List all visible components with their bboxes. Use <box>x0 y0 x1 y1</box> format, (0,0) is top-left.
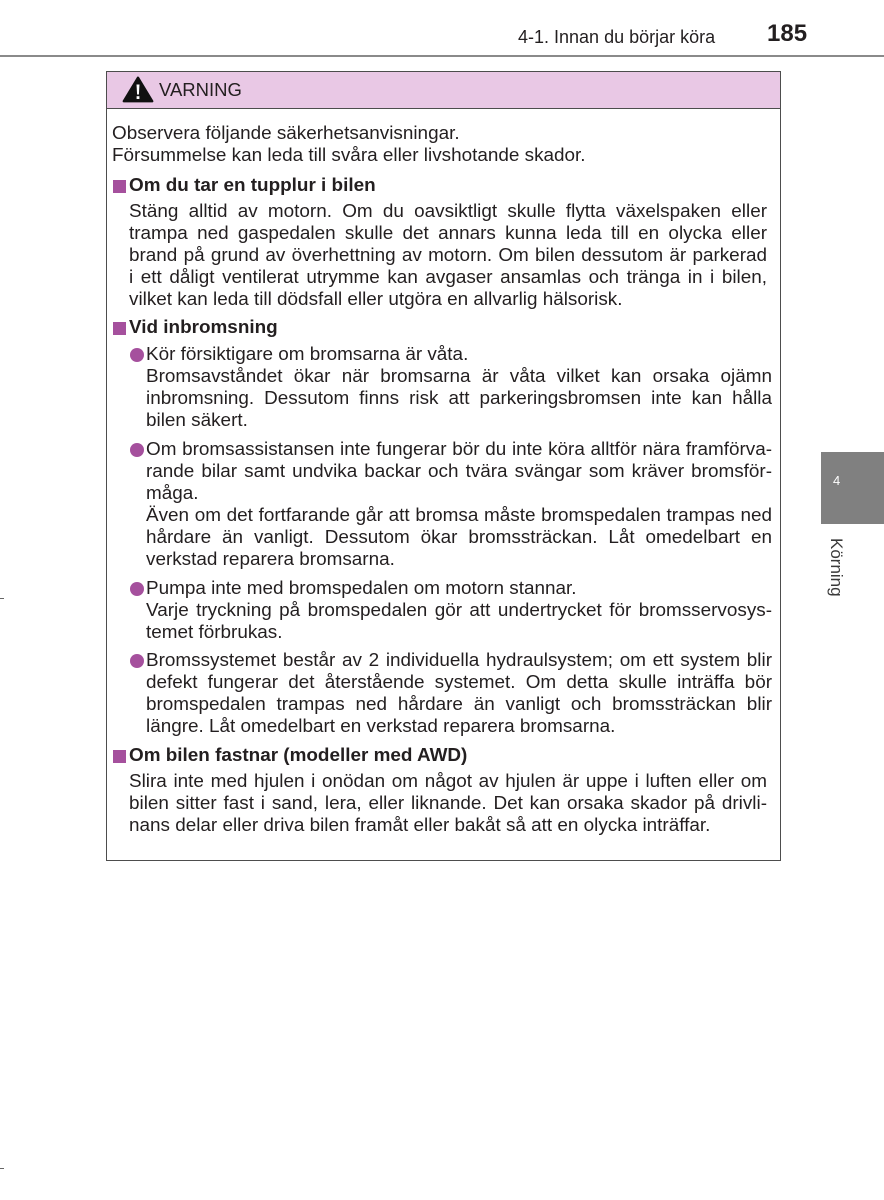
chapter-number: 4 <box>833 473 841 488</box>
warning-intro <box>112 123 780 167</box>
text-line: Försummelse kan leda till svåra eller livshotande skador. <box>112 145 586 166</box>
text-line: Även om det fortfarande går att bromsa måste bromspedalen trampas ned <box>146 505 772 526</box>
text-line: Kör försiktigare om bromsarna är våta. <box>146 344 469 365</box>
text-line: bilen sitter fast i sand, lera, eller liknande. Det kan orsaka skador på drivli- <box>129 793 767 814</box>
list-item <box>130 344 780 432</box>
circle-bullet-icon <box>130 348 144 362</box>
section-heading-text: Om du tar en tupplur i bilen <box>129 175 376 196</box>
text-line: Observera följande säkerhetsanvisningar. <box>112 123 460 144</box>
list-item <box>130 439 780 571</box>
text-line: nans delar eller driva bilen framåt eller bakåt så att en olycka inträffar. <box>129 815 711 836</box>
text-line: måga. <box>146 483 199 504</box>
list-item-text <box>146 650 772 738</box>
list-item <box>130 578 780 644</box>
chapter-title: Körning <box>827 538 846 597</box>
list-item <box>130 650 780 738</box>
section-heading-text: Om bilen fastnar (modeller med AWD) <box>129 745 468 766</box>
text-line: i ett dåligt ventilerat utrymme kan avgaser ansamlas och tränga in i bilen, <box>129 267 767 288</box>
warning-triangle-icon <box>122 76 154 103</box>
chapter-tab <box>821 452 884 524</box>
crop-mark <box>0 1168 4 1169</box>
text-line: brand på grund av överhettning av motorn. Om bilen dessutom är parkerad <box>129 245 767 266</box>
section-heading-text: Vid inbromsning <box>129 317 278 338</box>
warning-section <box>112 745 780 837</box>
text-line: Varje tryckning på bromspedalen gör att undertrycket för bromsservosys- <box>146 600 772 621</box>
text-line: trampa ned gaspedalen skulle det annars kunna leda till en olycka eller <box>129 223 767 244</box>
section-paragraph <box>129 771 767 837</box>
square-bullet-icon <box>113 750 126 763</box>
warning-title: VARNING <box>159 79 242 100</box>
section-heading <box>112 175 780 197</box>
section-heading <box>112 317 780 339</box>
warning-body <box>107 109 780 837</box>
crop-mark <box>0 598 4 599</box>
circle-bullet-icon <box>130 443 144 457</box>
square-bullet-icon <box>113 180 126 193</box>
text-line: bilen säkert. <box>146 410 248 431</box>
text-line: inbromsning. Dessutom finns risk att parkeringsbromsen inte kan hålla <box>146 388 772 409</box>
text-line: Bromsavståndet ökar när bromsarna är våta vilket kan orsaka ojämn <box>146 366 772 387</box>
circle-bullet-icon <box>130 654 144 668</box>
warning-section <box>112 175 780 311</box>
text-line: hårdare än vanligt. Dessutom ökar bromssträckan. Låt omedelbart en <box>146 527 772 548</box>
section-paragraph <box>129 201 767 311</box>
warning-header <box>107 72 780 109</box>
text-line: Pumpa inte med bromspedalen om motorn stannar. <box>146 578 577 599</box>
square-bullet-icon <box>113 322 126 335</box>
text-line: längre. Låt omedelbart en verkstad reparera bromsarna. <box>146 716 616 737</box>
section-heading <box>112 745 780 767</box>
warning-box <box>106 71 781 861</box>
text-line: rande bilar samt undvika backar och tvära svängar som kräver bromsför- <box>146 461 772 482</box>
warning-section <box>112 317 780 738</box>
text-line: Bromssystemet består av 2 individuella hydraulsystem; om ett system blir <box>146 650 772 671</box>
text-line: temet förbrukas. <box>146 622 283 643</box>
text-line: bromspedalen trampas ned hårdare än vanligt och bromssträckan blir <box>146 694 772 715</box>
text-line: verkstad reparera bromsarna. <box>146 549 395 570</box>
list-item-text <box>146 578 772 644</box>
text-line: vilket kan leda till dödsfall eller utgöra en allvarlig hälsorisk. <box>129 289 623 310</box>
text-line: Om bromsassistansen inte fungerar bör du inte köra alltför nära framförva- <box>146 439 772 460</box>
list-item-text <box>146 439 772 571</box>
section-title: 4-1. Innan du börjar köra <box>518 27 716 47</box>
text-line: defekt fungerar det återstående systemet. Om detta skulle inträffa bör <box>146 672 772 693</box>
page-number: 185 <box>767 20 808 47</box>
header-divider <box>0 55 884 57</box>
list-item-text <box>146 344 772 432</box>
text-line: Slira inte med hjulen i onödan om något av hjulen är uppe i luften eller om <box>129 771 767 792</box>
circle-bullet-icon <box>130 582 144 596</box>
text-line: Stäng alltid av motorn. Om du oavsiktligt skulle flytta växelspaken eller <box>129 201 767 222</box>
